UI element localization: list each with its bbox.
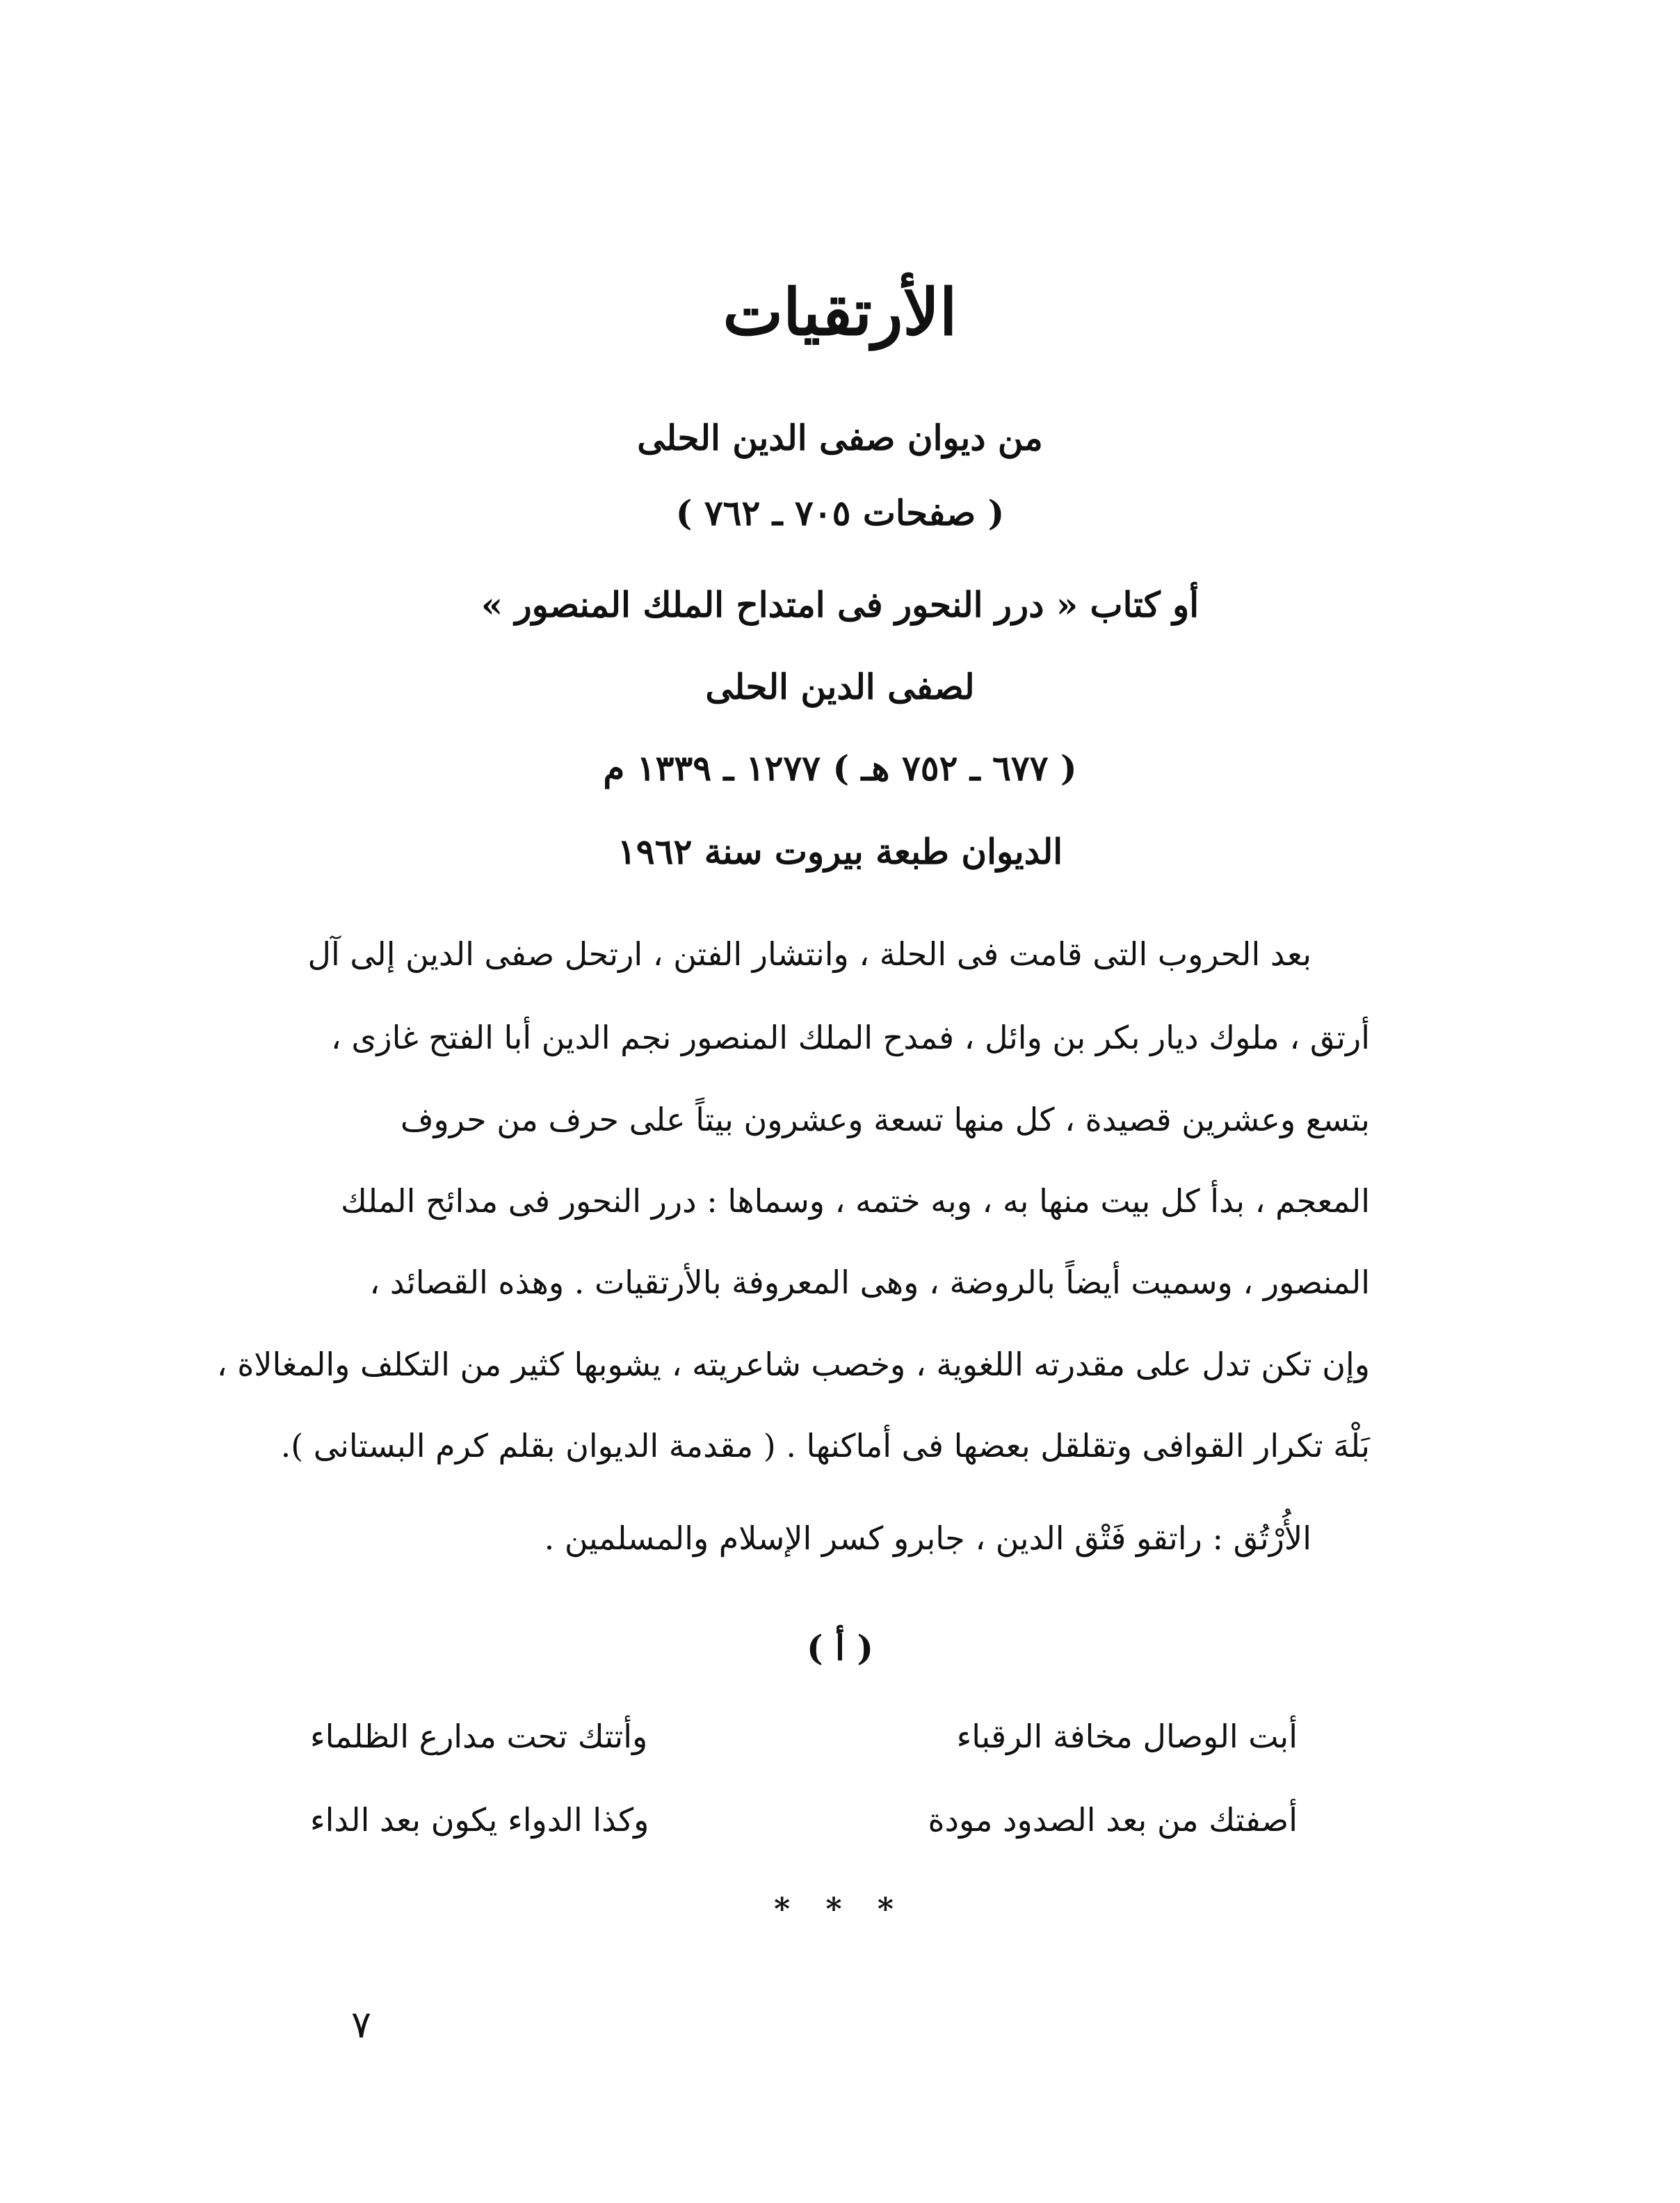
verse-second-hemistich: وأتتك تحت مدارع الظلماء (310, 1718, 648, 1755)
artuq-definition-note: الأُرْتُق : راتقو فَتْق الدين ، جابرو كسر الإسلام والمسلمين . (544, 1519, 1311, 1557)
verse-first-hemistich: أبت الوصال مخافة الرقباء (956, 1718, 1298, 1755)
paragraph-line: بَلْهَ تكرار القوافى وتقلقل بعضها فى أماكنها . ( مقدمة الديوان بقلم كرم البستانى ). (280, 1427, 1370, 1464)
separator-stars: * * * (774, 1891, 906, 1927)
page-title: الأرتقيات (722, 275, 958, 350)
paragraph-line: المعجم ، بدأ كل بيت منها به ، وبه ختمه ، وسماها : درر النحور فى مدائح الملك (341, 1182, 1370, 1220)
verse-line (310, 1801, 1298, 1839)
paragraph-line: بعد الحروب التى قامت فى الحلة ، وانتشار الفتن ، ارتحل صفى الدين إلى آل (307, 935, 1311, 973)
subtitle-source: من ديوان صفى الدين الحلى (637, 417, 1043, 458)
subtitle-edition: الديوان طبعة بيروت سنة ١٩٦٢ (617, 831, 1063, 872)
paragraph-line: بتسع وعشرين قصيدة ، كل منها تسعة وعشرون بيتاً على حرف من حروف (400, 1101, 1370, 1138)
page-number: ٧ (351, 2003, 372, 2047)
subtitle-book-title: أو كتاب « درر النحور فى امتداح الملك المنصور » (480, 584, 1200, 625)
paragraph-line: أرتق ، ملوك ديار بكر بن وائل ، فمدح الملك المنصور نجم الدين أبا الفتح غازى ، (330, 1019, 1370, 1056)
section-marker: ( أ ) (806, 1627, 874, 1668)
subtitle-author: لصفى الدين الحلى (705, 666, 975, 707)
verse-line (310, 1718, 1298, 1755)
verse-second-hemistich: وكذا الدواء يكون بعد الداء (310, 1801, 649, 1839)
subtitle-pages: ( صفحات ٧٠٥ ـ ٧٦٢ ) (675, 492, 1005, 533)
paragraph-line: المنصور ، وسميت أيضاً بالروضة ، وهى المعروفة بالأرتقيات . وهذه القصائد ، (369, 1264, 1370, 1301)
subtitle-dates: ( ٦٧٧ ـ ٧٥٢ هـ ) ١٢٧٧ ـ ١٣٣٩ م (603, 748, 1077, 789)
paragraph-line: وإن تكن تدل على مقدرته اللغوية ، وخصب شاعريته ، يشوبها كثير من التكلف والمغالاة ، (216, 1346, 1370, 1383)
verse-first-hemistich: أصفتك من بعد الصدود مودة (928, 1801, 1298, 1839)
